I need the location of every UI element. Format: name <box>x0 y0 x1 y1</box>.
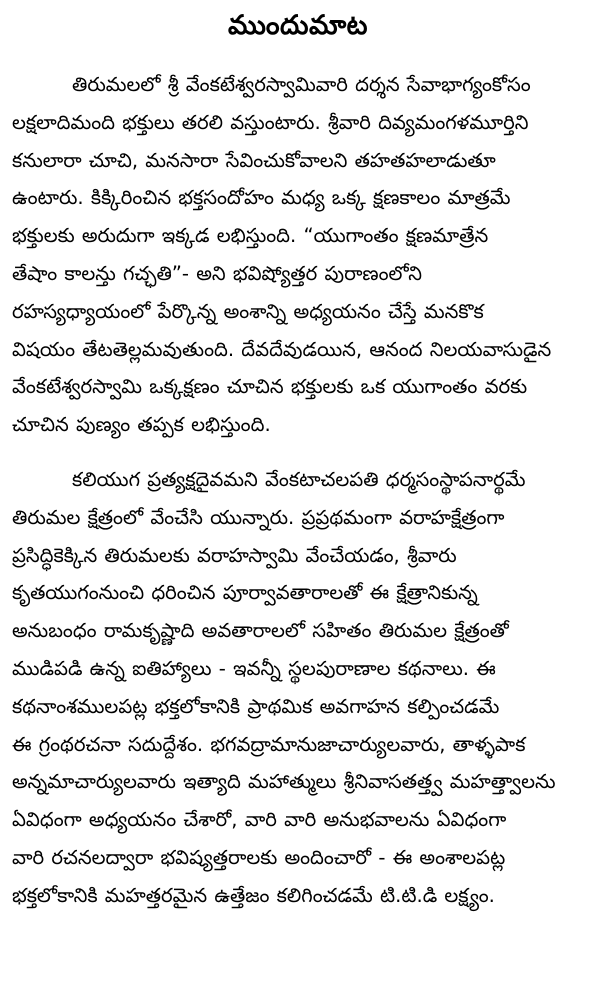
paragraph-spacer <box>12 444 584 461</box>
text-line: ప్రసిద్ధికెక్కిన తిరుమలకు వరాహస్వామి వేంచేయడం, శ్రీవారు <box>12 543 457 567</box>
text-line: అన్నమాచార్యులవారు ఇత్యాది మహాత్ములు శ్రీనివాసతత్త్వ మహత్త్వాలను <box>12 770 556 794</box>
text-line: కలియుగ ప్రత్యక్షదైవమని వేంకటాచలపతి ధర్మసంస్థాపనార్థమే <box>72 467 526 491</box>
text-line: రహస్యధ్యాయంలో పేర్కొన్న అంశాన్ని అధ్యయనం చేస్తే మనకొక <box>12 299 484 323</box>
text-line: కథనాంశములపట్ల భక్తలోకానికి ప్రాథమిక అవగాహన కల్పించడమే <box>12 694 500 718</box>
text-line: భక్తులకు అరుదుగా ఇక్కడ లభిస్తుంది. “యుగాంతం క్షణమాత్రేన <box>12 224 489 248</box>
text-line: వేంకటేశ్వరస్వామి ఒక్కక్షణం చూచిన భక్తులకు ఒక యుగాంతం వరకు <box>12 375 528 399</box>
text-line: ఏవిధంగా అధ్యయనం చేశారో, వారి వారి అనుభవాలను ఏవిధంగా <box>12 808 507 832</box>
paragraph-1 <box>12 66 584 444</box>
text-line: తిరుమల క్షేత్రంలో వేంచేసి యున్నారు. ప్రప్రథమంగా వరాహక్షేత్రంగా <box>12 505 505 529</box>
text-line: కృతయుగంనుంచి ధరించిన పూర్వావతారాలతో ఈ క్షేత్రానికున్న <box>12 581 478 605</box>
text-line: చూచిన పుణ్యం తప్పక లభిస్తుంది. <box>12 413 271 437</box>
text-line: విషయం తేటతెల్లమవుతుంది. దేవదేవుడయిన, ఆనంద నిలయవాసుడైన <box>12 337 552 361</box>
text-line: భక్తలోకానికి మహత్తరమైన ఉత్తేజం కలిగించడమే టి.టి.డి లక్ష్యం. <box>12 883 495 907</box>
text-line: ఈ గ్రంథరచనా సదుద్దేశం. భగవద్రామానుజాచార్యులవారు, తాళ్ళపాక <box>12 732 526 756</box>
text-line: ఉంటారు. కిక్కిరించిన భక్తసందోహం మధ్య ఒక్క క్షణకాలం మాత్రమే <box>12 186 511 210</box>
text-line: తిరుమలలో శ్రీ వేంకటేశ్వరస్వామివారి దర్శన సేవాభాగ్యంకోసం <box>72 73 531 96</box>
text-line: తేషాం కాలన్తు గచ్ఛతి”- అని భవిష్యోత్తర పురాణంలోని <box>12 261 422 285</box>
page-title: ముందుమాట <box>227 10 369 41</box>
text-line: అనుబంధం రామకృష్ణాది అవతారాలలో సహితం తిరుమల క్షేత్రంతో <box>12 619 509 643</box>
text-line: ముడిపడి ఉన్న ఐతిహ్యాలు - ఇవన్నీ స్థలపురాణాల కథనాలు. ఈ <box>12 656 496 680</box>
text-line: కనులారా చూచి, మనసారా సేవించుకోవాలని తహతహలాడుతూ <box>12 148 496 172</box>
text-line: వారి రచనలద్వారా భవిష్యత్తరాలకు అందించారో - ఈ అంశాలపట్ల <box>12 845 506 869</box>
text-line: లక్షలాదిమంది భక్తులు తరలి వస్తుంటారు. శ్రీవారి దివ్యమంగళమూర్తిని <box>12 110 529 134</box>
paragraph-2 <box>12 461 584 915</box>
